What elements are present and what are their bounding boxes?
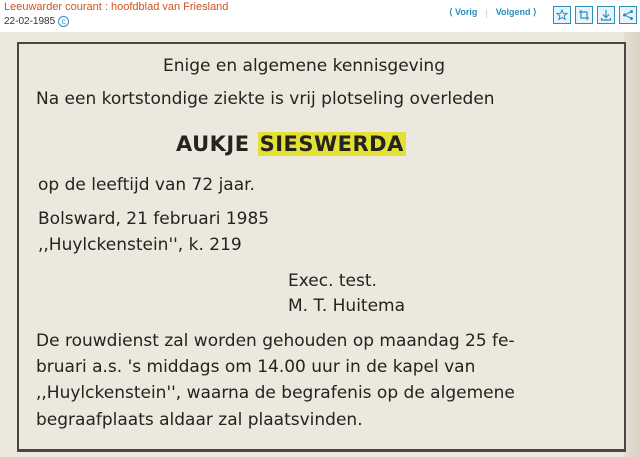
newspaper-title[interactable]: Leeuwarder courant : hoofdblad van Friesland [4, 1, 229, 13]
notice-age: op de leeftijd van 72 jaar. [38, 175, 255, 195]
executor-title: Exec. test. [288, 271, 377, 291]
service-line-3: ,,Huylckenstein'', waarna de begrafenis op de algemene [36, 383, 515, 403]
page-edge [624, 32, 640, 457]
article-navigation [449, 7, 537, 18]
share-icon [622, 9, 634, 21]
notice-heading: Enige en algemene kennisgeving [163, 56, 446, 76]
previous-button[interactable]: ⟨ Vorig [449, 7, 478, 17]
share-button[interactable] [619, 6, 637, 24]
nav-separator: | [485, 7, 488, 18]
service-line-4: begraafplaats aldaar zal plaatsvinden. [36, 410, 363, 430]
service-line-2: bruari a.s. 's middags om 14.00 uur in de kapel van [36, 357, 476, 377]
notice-intro: Na een kortstondige ziekte is vrij plotseling overleden [36, 89, 495, 109]
star-icon [556, 9, 568, 21]
first-name: AUKJE [176, 132, 250, 156]
viewer-header [0, 0, 640, 32]
favorite-button[interactable] [553, 6, 571, 24]
download-button[interactable] [597, 6, 615, 24]
copyright-icon[interactable]: c [58, 16, 69, 27]
service-line-1: De rouwdienst zal worden gehouden op maandag 25 fe- [36, 331, 515, 351]
search-highlight: SIESWERDA [259, 132, 404, 156]
crop-button[interactable] [575, 6, 593, 24]
notice-address: ,,Huylckenstein'', k. 219 [38, 235, 242, 255]
newspaper-clipping [0, 32, 640, 457]
notice-place-date: Bolsward, 21 februari 1985 [38, 209, 270, 229]
executor-name: M. T. Huitema [288, 296, 406, 316]
next-button[interactable]: Volgend ⟩ [495, 7, 537, 17]
download-icon [600, 9, 612, 21]
crop-icon [578, 9, 590, 21]
deceased-name [176, 132, 406, 156]
publication-date: 22-02-1985 [4, 16, 56, 27]
publication-date-row [4, 16, 69, 27]
